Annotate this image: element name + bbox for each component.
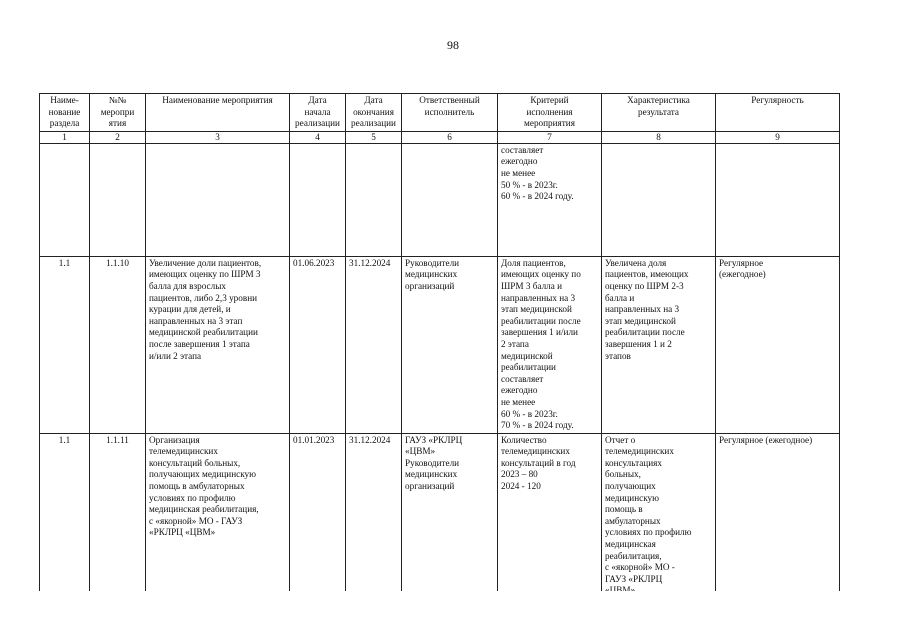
criterion-cell — [498, 256, 602, 433]
cell-line: организаций — [405, 481, 455, 492]
cell-line: составляет — [501, 144, 544, 155]
cell-line: 1.1 — [58, 257, 71, 268]
cell-line: Доля пациентов, — [501, 257, 566, 268]
name-cell — [146, 256, 290, 433]
executor-cell — [402, 433, 498, 598]
cell-line: медицинских — [405, 469, 458, 480]
cell-line: реабилитация, — [605, 550, 662, 561]
cell-line: 2023 – 80 — [501, 469, 538, 480]
cell-line: реабилитации после — [501, 315, 581, 326]
cell-line: Дата — [308, 95, 327, 105]
criterion-cell — [498, 433, 602, 598]
cell-line: больных, — [605, 469, 641, 480]
end-date-cell — [346, 433, 402, 598]
column-number: 7 — [498, 131, 602, 143]
cell-line: 2024 - 120 — [501, 481, 541, 492]
start-date-cell — [290, 256, 346, 433]
cell-line: и/или 2 этапа — [149, 350, 202, 361]
cell-line: помощь в амбулаторных — [149, 481, 245, 492]
cell-line: балла для взрослых — [149, 280, 226, 291]
cell-line: 60 % - в 2023г. — [501, 408, 558, 419]
cell-line: 1.1.10 — [106, 257, 129, 268]
cell-line: пациентов, имеющих — [605, 269, 689, 280]
executor-cell — [402, 143, 498, 256]
cell-line: курации для детей, и — [149, 304, 231, 315]
cell-line: 50 % - в 2023г. — [501, 179, 558, 190]
cell-line: амбулаторных — [605, 515, 661, 526]
cell-line: мероприятия — [524, 118, 575, 129]
cell-line: ШРМ 3 балла и — [501, 280, 563, 291]
cell-line: Регулярное (ежегодное) — [719, 434, 813, 445]
cell-line: исполнения — [526, 106, 573, 117]
cell-line: Наиме- — [50, 95, 79, 105]
column-number: 9 — [716, 131, 840, 143]
executor-cell — [402, 256, 498, 433]
cell-line: окончания — [353, 106, 394, 117]
table-row — [40, 143, 840, 256]
cell-line: телемедицинских — [149, 446, 218, 457]
cell-line: исполнитель — [424, 106, 475, 117]
cell-line: условиях по профилю — [149, 492, 236, 503]
cell-line: этап медицинской — [501, 304, 572, 315]
cell-line: Дата — [364, 95, 383, 105]
cell-line: оценку по ШРМ 2-3 — [605, 280, 684, 291]
regularity-cell — [716, 256, 840, 433]
header-cell — [40, 94, 90, 132]
cell-line: 60 % - в 2024 году. — [501, 191, 574, 202]
result-cell — [602, 433, 716, 598]
cell-line: медицинскую — [605, 492, 659, 503]
cell-line: консультациях — [605, 457, 662, 468]
cell-line: медицинских — [405, 269, 458, 280]
column-number: 8 — [602, 131, 716, 143]
cell-line: консультаций в год — [501, 457, 576, 468]
cell-line: направленных на 3 — [605, 304, 680, 315]
cell-line: (ежегодное) — [719, 269, 766, 280]
start-date-cell — [290, 433, 346, 598]
cell-line: телемедицинских — [501, 446, 570, 457]
cell-line: завершения 1 и/или — [501, 327, 578, 338]
cell-line: получающих медицинскую — [149, 469, 256, 480]
cell-line: Регулярность — [751, 95, 804, 105]
header-cell — [498, 94, 602, 132]
number-cell — [90, 433, 146, 598]
cell-line: консультаций больных, — [149, 457, 241, 468]
cell-line: не менее — [501, 396, 536, 407]
column-number: 2 — [90, 131, 146, 143]
cell-line: ежегодно — [501, 385, 538, 396]
cell-line: №№ — [108, 95, 127, 105]
cell-line: 1.1 — [58, 434, 71, 445]
cell-line: медицинская реабилитация, — [149, 504, 259, 515]
cell-line: помощь в — [605, 504, 643, 515]
end-date-cell — [346, 256, 402, 433]
cell-line: ежегодно — [501, 156, 538, 167]
end-date-cell — [346, 143, 402, 256]
cell-line: реализации — [351, 118, 396, 129]
header-cell — [146, 94, 290, 132]
cell-line: не менее — [501, 167, 536, 178]
cell-line: 01.06.2023 — [293, 257, 335, 268]
cell-line: с «якорной» МО - ГАУЗ — [149, 515, 243, 526]
cell-line: Характеристика — [627, 95, 690, 105]
header-cell — [402, 94, 498, 132]
section-cell — [40, 143, 90, 256]
cell-line: с «якорной» МО - — [605, 562, 675, 573]
column-number: 3 — [146, 131, 290, 143]
cell-line: «ЦВМ» — [405, 446, 436, 457]
cell-line: направленных на 3 — [501, 292, 576, 303]
cell-line: ГАУЗ «РКЛРЦ — [405, 434, 463, 445]
cell-line: направленных на 3 этап — [149, 315, 243, 326]
cell-line: пациентов, либо 2,3 уровни — [149, 292, 258, 303]
number-cell — [90, 256, 146, 433]
cell-line: 31.12.2024 — [349, 257, 391, 268]
cell-line: 2 этапа — [501, 338, 529, 349]
cell-line: составляет — [501, 373, 544, 384]
cell-line: Критерий — [530, 95, 569, 105]
cell-line: раздела — [49, 118, 80, 129]
header-cell — [716, 94, 840, 132]
table-row — [40, 256, 840, 433]
cell-line: имеющих оценку по — [501, 269, 581, 280]
regularity-cell — [716, 143, 840, 256]
section-cell — [40, 433, 90, 598]
cell-line: начала — [304, 106, 331, 117]
cell-line: ГАУЗ «РКЛРЦ — [605, 573, 663, 584]
number-cell — [90, 143, 146, 256]
result-cell — [602, 143, 716, 256]
cell-line: Регулярное — [719, 257, 764, 268]
cell-line: меропри — [100, 106, 135, 117]
page-bottom-margin — [0, 591, 906, 640]
cell-line: получающих — [605, 481, 656, 492]
table-row — [40, 433, 840, 598]
cell-line: ятия — [108, 118, 127, 129]
column-number: 6 — [402, 131, 498, 143]
header-cell — [346, 94, 402, 132]
criterion-cell — [498, 143, 602, 256]
cell-line: этапов — [605, 350, 631, 361]
column-number: 5 — [346, 131, 402, 143]
cell-line: медицинской — [501, 350, 553, 361]
header-cell — [290, 94, 346, 132]
cell-line: завершения 1 и 2 — [605, 338, 672, 349]
page-number: 98 — [447, 38, 459, 52]
header-cell — [602, 94, 716, 132]
header-row — [40, 94, 840, 132]
cell-line: Увеличена доля — [605, 257, 667, 268]
cell-line: Увеличение доли пациентов, — [149, 257, 262, 268]
cell-line: имеющих оценку по ШРМ 3 — [149, 269, 261, 280]
cell-line: организаций — [405, 280, 455, 291]
regularity-cell — [716, 433, 840, 598]
cell-line: реализации — [295, 118, 340, 129]
column-number: 1 — [40, 131, 90, 143]
cell-line: медицинская — [605, 539, 656, 550]
cell-line: после завершения 1 этапа — [149, 338, 250, 349]
start-date-cell — [290, 143, 346, 256]
cell-line: телемедицинских — [605, 446, 674, 457]
cell-line: Организация — [149, 434, 200, 445]
section-cell — [40, 256, 90, 433]
measures-table — [39, 93, 840, 625]
cell-line: реабилитации после — [605, 327, 685, 338]
name-cell — [146, 433, 290, 598]
cell-line: Количество — [501, 434, 547, 445]
cell-line: Руководители — [405, 457, 460, 468]
cell-line: 01.01.2023 — [293, 434, 335, 445]
cell-line: Ответственный — [419, 95, 480, 105]
cell-line: Руководители — [405, 257, 460, 268]
cell-line: Отчет о — [605, 434, 636, 445]
cell-line: Наименование мероприятия — [162, 95, 273, 105]
cell-line: реабилитации — [501, 362, 556, 373]
column-number-row — [40, 131, 840, 143]
name-cell — [146, 143, 290, 256]
cell-line: «РКЛРЦ «ЦВМ» — [149, 527, 216, 538]
cell-line: условиях по профилю — [605, 527, 692, 538]
header-cell — [90, 94, 146, 132]
cell-line: 1.1.11 — [106, 434, 129, 445]
result-cell — [602, 256, 716, 433]
cell-line: результата — [637, 106, 679, 117]
cell-line: медицинской реабилитации — [149, 327, 258, 338]
column-number: 4 — [290, 131, 346, 143]
cell-line: этап медицинской — [605, 315, 676, 326]
cell-line: нование — [48, 106, 81, 117]
cell-line: 31.12.2024 — [349, 434, 391, 445]
cell-line: балла и — [605, 292, 635, 303]
cell-line: 70 % - в 2024 году. — [501, 420, 574, 431]
